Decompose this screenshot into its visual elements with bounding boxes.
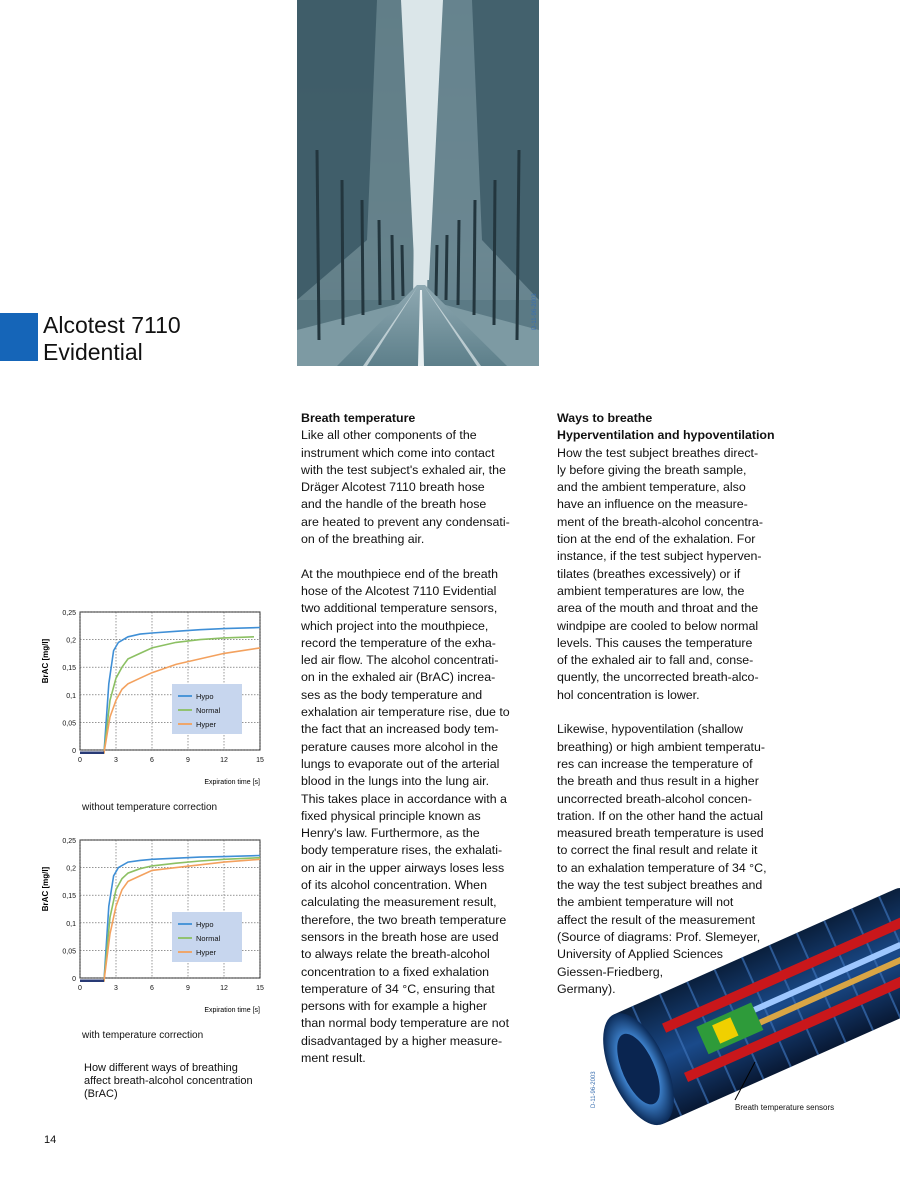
text-line: University of Applied Sciences xyxy=(557,947,723,962)
text-line: Dräger Alcotest 7110 breath hose xyxy=(301,480,485,495)
paragraph-1 xyxy=(301,427,551,548)
text-line: uncorrected breath-alcohol concen- xyxy=(557,791,752,806)
text-line: hol concentration is lower. xyxy=(557,687,700,702)
legend-label: Hypo xyxy=(196,692,214,701)
text-line: res can increase the temperature of xyxy=(557,756,753,771)
y-tick-label: 0 xyxy=(72,976,76,983)
text-line: Like all other components of the xyxy=(301,428,477,443)
chart-without-correction xyxy=(38,604,278,824)
illustration-reference-code: D-11-96-2003 xyxy=(591,1071,597,1108)
text-line: tion at the end of the exhalation. For xyxy=(557,532,756,547)
text-line: are heated to prevent any condensati- xyxy=(301,514,510,529)
figure-caption-line: affect breath-alcohol concentration xyxy=(84,1075,253,1087)
title-line-1: Alcotest 7110 xyxy=(43,312,181,338)
text-line: on of the breathing air. xyxy=(301,532,425,547)
x-tick-label: 15 xyxy=(256,985,264,992)
text-line: temperature of 34 °C, ensuring that xyxy=(301,981,495,996)
text-line: calculating the measurement result, xyxy=(301,895,497,910)
text-line: Likewise, hypoventilation (shallow xyxy=(557,722,743,737)
text-line: therefore, the two breath temperature xyxy=(301,912,507,927)
text-line: (Source of diagrams: Prof. Slemeyer, xyxy=(557,929,761,944)
text-line: have an influence on the measure- xyxy=(557,497,748,512)
y-tick-label: 0,15 xyxy=(62,665,76,673)
y-tick-label: 0,05 xyxy=(62,948,76,956)
text-line: to always relate the breath-alcohol xyxy=(301,947,490,962)
section-heading: Ways to breathe xyxy=(557,411,653,425)
x-tick-label: 3 xyxy=(114,985,118,992)
text-line: perature causes more alcohol in the xyxy=(301,739,498,754)
text-line: fixed physical principle known as xyxy=(301,808,481,823)
chart-caption: with temperature correction xyxy=(82,1030,204,1041)
x-tick-label: 3 xyxy=(114,757,118,764)
figure-caption-line: How different ways of breathing xyxy=(84,1062,238,1074)
text-line: which project into the mouthpiece, xyxy=(301,618,489,633)
text-line: tilates (breathes excessively) or if xyxy=(557,566,741,581)
text-line: hose of the Alcotest 7110 Evidential xyxy=(301,583,497,598)
text-line: the breath and thus result in a higher xyxy=(557,774,759,789)
text-line: the fact that an increased body tem- xyxy=(301,722,499,737)
x-tick-label: 9 xyxy=(186,757,190,764)
text-line: on air in the upper airways loses less xyxy=(301,860,505,875)
page-number: 14 xyxy=(44,1134,57,1146)
text-line: lungs to evaporate out of the arterial xyxy=(301,756,500,771)
breath-hose-illustration xyxy=(580,862,900,1142)
figure-caption xyxy=(84,1062,294,1101)
text-line: than normal body temperature are not xyxy=(301,1016,510,1031)
text-line: area of the mouth and throat and the xyxy=(557,601,759,616)
x-tick-label: 0 xyxy=(78,757,82,764)
text-line: two additional temperature sensors, xyxy=(301,601,498,616)
text-line: levels. This causes the temperature xyxy=(557,635,753,650)
text-line: windpipe are cooled to below normal xyxy=(557,618,759,633)
x-tick-label: 9 xyxy=(186,985,190,992)
text-line: blood in the lungs into the lung air. xyxy=(301,774,490,789)
y-axis-label: BrAC [mg/l] xyxy=(41,638,50,684)
text-line: to an exhalation temperature of 34 °C, xyxy=(557,860,767,875)
title-accent-bar xyxy=(0,313,38,361)
text-line: instrument which come into contact xyxy=(301,445,495,460)
section-subheading: Hyperventilation and hypoventilation xyxy=(557,428,775,443)
road-photo xyxy=(297,0,539,366)
text-line: How the test subject breathes direct- xyxy=(557,445,759,460)
page-title xyxy=(43,312,181,366)
y-tick-label: 0,25 xyxy=(62,610,76,617)
figure-caption-line: (BrAC) xyxy=(84,1088,118,1100)
text-line: body temperature rises, the exhalati- xyxy=(301,843,503,858)
legend-label: Hyper xyxy=(196,720,217,729)
breath-temperature-section xyxy=(301,410,551,1067)
text-line: ambient temperatures are low, the xyxy=(557,583,745,598)
chart-with-correction xyxy=(38,832,278,1052)
text-line: exhalation air temperature rise, due to xyxy=(301,705,510,720)
text-line: with the test subject's exhaled air, the xyxy=(301,462,506,477)
text-line: ly before giving the breath sample, xyxy=(557,462,747,477)
paragraph-1 xyxy=(557,445,797,704)
text-line: record the temperature of the exha- xyxy=(301,635,496,650)
legend-label: Normal xyxy=(196,706,221,715)
y-tick-label: 0,1 xyxy=(66,692,76,700)
hose-label: Breath temperature sensors xyxy=(735,1103,835,1112)
text-line: of its alcohol concentration. When xyxy=(301,878,487,893)
text-line: breathing) or high ambient temperatu- xyxy=(557,739,766,754)
text-line: ment result. xyxy=(301,1050,366,1065)
text-line: This takes place in accordance with a xyxy=(301,791,507,806)
y-tick-label: 0 xyxy=(72,748,76,755)
text-line: ses as the body temperature and xyxy=(301,687,483,702)
photo-reference-code: D-11-96-2003 xyxy=(532,293,538,330)
text-line: to correct the final result and relate it xyxy=(557,843,758,858)
text-line: the way the test subject breathes and xyxy=(557,878,763,893)
y-tick-label: 0,15 xyxy=(62,893,76,901)
text-line: Germany). xyxy=(557,981,616,996)
text-line: quently, the uncorrected breath-alco- xyxy=(557,670,759,685)
title-line-2: Evidential xyxy=(43,339,143,365)
text-line: affect the result of the measurement xyxy=(557,912,756,927)
x-axis-label: Expiration time [s] xyxy=(204,779,260,786)
text-line: the ambient temperature will not xyxy=(557,895,734,910)
text-line: Henry's law. Furthermore, as the xyxy=(301,826,480,841)
x-tick-label: 15 xyxy=(256,757,264,764)
text-line: concentration to a fixed exhalation xyxy=(301,964,490,979)
legend-label: Normal xyxy=(196,934,221,943)
legend-label: Hypo xyxy=(196,920,214,929)
text-line: Giessen-Friedberg, xyxy=(557,964,664,979)
text-line: ment of the breath-alcohol concentra- xyxy=(557,514,763,529)
text-line: and the handle of the breath hose xyxy=(301,497,487,512)
x-tick-label: 6 xyxy=(150,757,154,764)
x-tick-label: 12 xyxy=(220,985,228,992)
x-tick-label: 0 xyxy=(78,985,82,992)
x-axis-label: Expiration time [s] xyxy=(204,1007,260,1014)
text-line: measured breath temperature is used xyxy=(557,826,764,841)
chart-svg xyxy=(38,832,278,1052)
section-heading: Breath temperature xyxy=(301,411,416,425)
y-tick-label: 0,25 xyxy=(62,838,76,845)
chart-svg xyxy=(38,604,278,824)
chart-caption: without temperature correction xyxy=(82,802,218,813)
text-line: instance, if the test subject hyperven- xyxy=(557,549,762,564)
x-tick-label: 12 xyxy=(220,757,228,764)
text-line: disadvantaged by a higher measure- xyxy=(301,1033,503,1048)
y-tick-label: 0,1 xyxy=(66,920,76,928)
text-line: persons with for example a higher xyxy=(301,999,487,1014)
paragraph-2 xyxy=(301,566,551,1068)
text-line: and the ambient temperature, also xyxy=(557,480,746,495)
text-line: At the mouthpiece end of the breath xyxy=(301,566,499,581)
y-axis-label: BrAC [mg/l] xyxy=(41,866,50,912)
text-line: led air flow. The alcohol concentrati- xyxy=(301,653,499,668)
y-tick-label: 0,2 xyxy=(66,865,76,873)
text-line: tration. If on the other hand the actual xyxy=(557,808,763,823)
x-tick-label: 6 xyxy=(150,985,154,992)
text-line: sensors in the breath hose are used xyxy=(301,929,499,944)
text-line: on in the exhaled air (BrAC) increa- xyxy=(301,670,496,685)
legend-label: Hyper xyxy=(196,948,217,957)
text-line: of the exhaled air to fall and, conse- xyxy=(557,653,754,668)
y-tick-label: 0,2 xyxy=(66,637,76,645)
y-tick-label: 0,05 xyxy=(62,720,76,728)
